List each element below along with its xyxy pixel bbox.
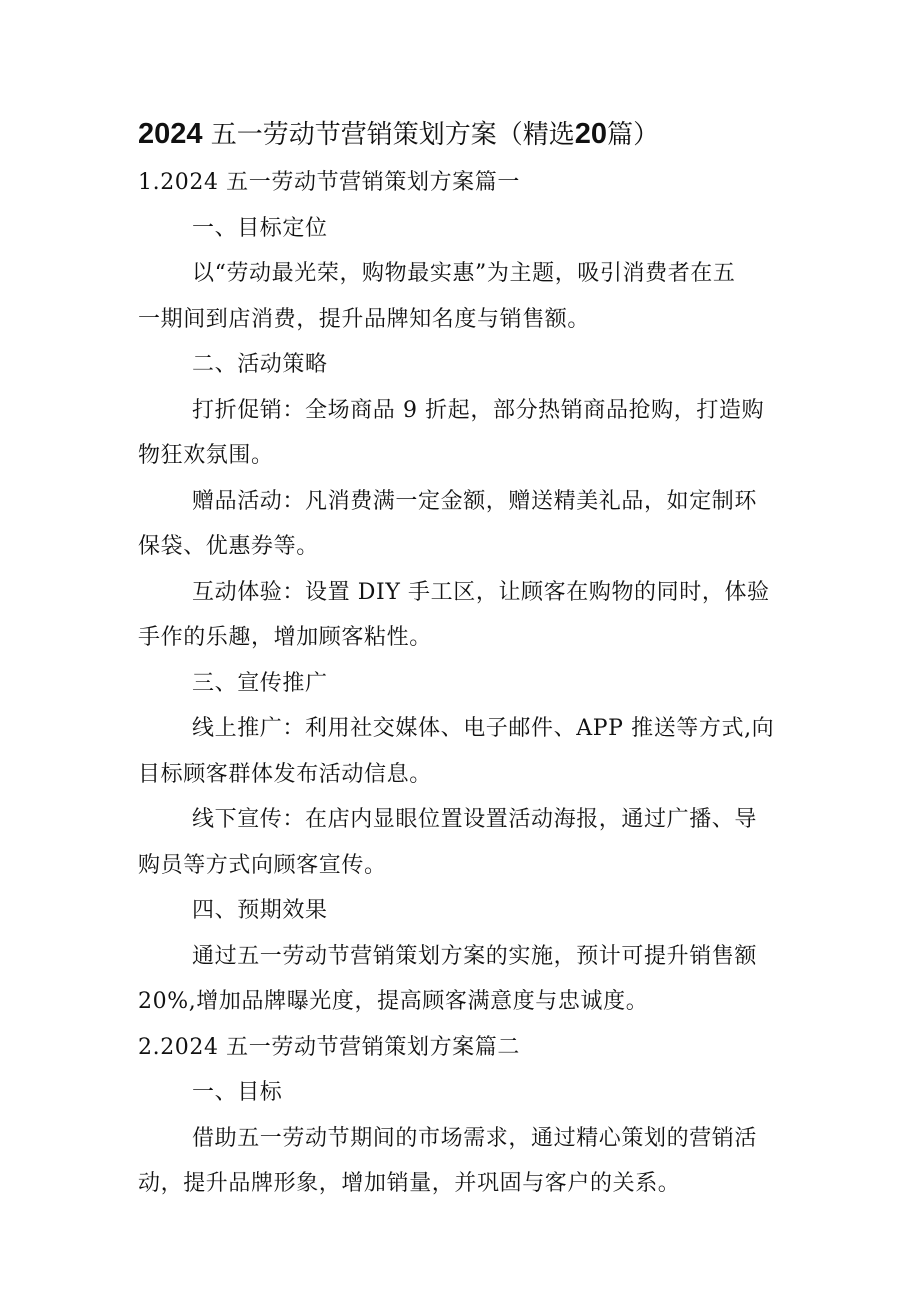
paragraph-line: 赠品活动：凡消费满一定金额，赠送精美礼品，如定制环 <box>192 488 758 514</box>
paragraph-line: 线下宣传：在店内显眼位置设置活动海报，通过广播、导 <box>192 807 758 832</box>
title-text-end: 篇） <box>607 120 660 150</box>
paragraph-line: 物狂欢氛围。 <box>138 443 274 468</box>
text-line: 1.2024 五一劳动节营销策划方案篇一 <box>138 170 520 195</box>
paragraph-line: 线上推广：利用社交媒体、电子邮件、APP 推送等方式,向 <box>192 716 775 741</box>
paragraph-line: 通过五一劳动节营销策划方案的实施，预计可提升销售额 <box>192 943 758 969</box>
title-count: 20 <box>574 118 608 150</box>
paragraph-line: 20%,增加品牌曝光度，提高顾客满意度与忠诚度。 <box>138 989 649 1014</box>
paragraph-line: 购员等方式向顾客宣传。 <box>138 852 387 878</box>
title-text: 五一劳动节营销策划方案（精选 <box>210 120 575 150</box>
section-heading: 四、预期效果 <box>192 898 328 923</box>
document-title <box>138 116 659 153</box>
section-heading: 三、宣传推广 <box>192 670 328 696</box>
section-heading: 二、活动策略 <box>192 352 328 377</box>
text-line: 2.2024 五一劳动节营销策划方案篇二 <box>138 1034 520 1060</box>
paragraph-line: 目标顾客群体发布活动信息。 <box>138 761 432 787</box>
paragraph-line: 借助五一劳动节期间的市场需求，通过精心策划的营销活 <box>192 1125 758 1151</box>
section-heading: 一、目标 <box>192 1080 283 1105</box>
paragraph-line: 保袋、优惠券等。 <box>138 534 319 559</box>
paragraph-line: 打折促销：全场商品 9 折起，部分热销商品抢购，打造购 <box>192 397 765 423</box>
paragraph-line: 互动体验：设置 DIY 手工区，让顾客在购物的同时，体验 <box>192 579 770 605</box>
title-year: 2024 <box>138 118 203 150</box>
document-body <box>138 160 786 1207</box>
paragraph-line: 手作的乐趣，增加顾客粘性。 <box>138 625 432 650</box>
section-heading: 一、目标定位 <box>192 215 328 241</box>
paragraph-line: 动，提升品牌形象，增加销量，并巩固与客户的关系。 <box>138 1171 681 1196</box>
paragraph-line: 一期间到店消费，提升品牌知名度与销售额。 <box>138 306 591 332</box>
paragraph-line: 以“劳动最光荣，购物最实惠”为主题，吸引消费者在五 <box>192 261 736 286</box>
